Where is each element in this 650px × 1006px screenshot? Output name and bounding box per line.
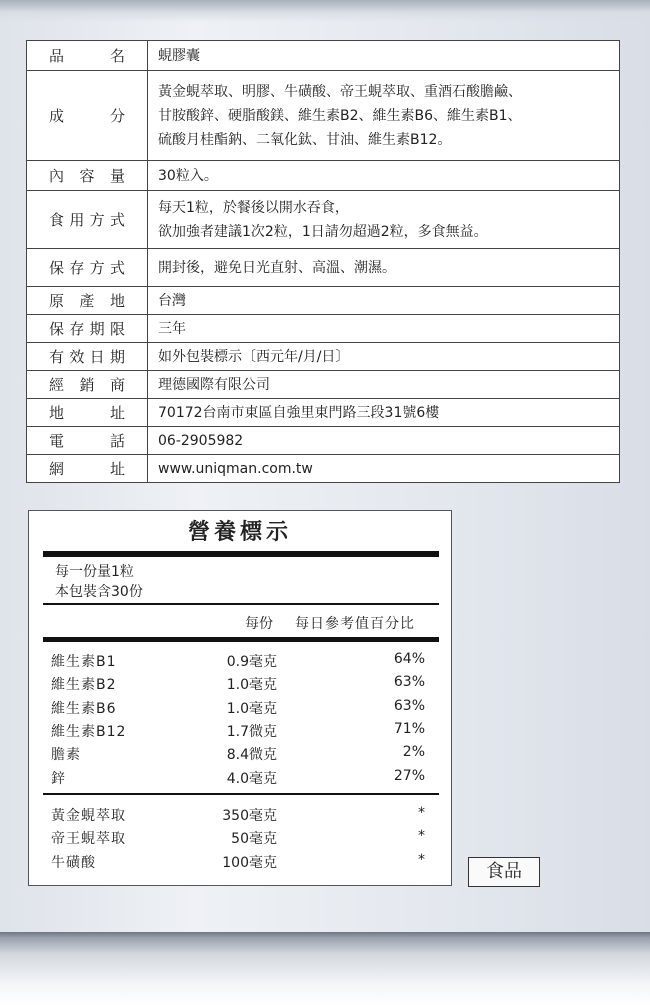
top-shadow: [0, 0, 650, 22]
spec-value-line: 每天1粒，於餐後以開水吞食，: [158, 199, 349, 216]
bottom-band: [0, 932, 650, 1006]
nutrient-row: [51, 721, 425, 743]
serving-size: 每一份量1粒: [55, 564, 134, 580]
nutrient-dv: *: [418, 828, 425, 845]
spec-value-line: 06-2905982: [158, 432, 244, 449]
nutrition-facts-panel: [28, 510, 452, 886]
nutrient-dv: 63%: [393, 697, 425, 714]
nutrient-name: 牛磺酸: [51, 854, 96, 871]
nutrient-name: 膽素: [51, 747, 81, 764]
spec-row: [27, 399, 620, 427]
spec-label: 地址: [27, 399, 148, 427]
spec-value-line: 30粒入。: [158, 167, 218, 184]
nutrient-name: 維生素B12: [51, 723, 127, 740]
nutrition-title: 營養標示: [187, 520, 292, 545]
spec-label: 內容量: [27, 161, 148, 191]
nutrient-dv: 27%: [393, 767, 425, 784]
nutrient-amount: 1.0毫克: [226, 700, 277, 717]
nutrient-amount: 4.0毫克: [226, 770, 277, 787]
spec-row: [27, 71, 620, 161]
nutrient-row: [51, 768, 425, 790]
nutrient-dv: 71%: [393, 720, 425, 737]
spec-label: 電話: [27, 427, 148, 455]
spec-value-line: 欲加強者建議1次2粒，1日請勿超過2粒，多食無益。: [158, 223, 488, 240]
spec-value-line: 甘胺酸鋅、硬脂酸鎂、維生素B2、維生素B6、維生素B1、: [158, 107, 522, 124]
divider-thick: [43, 551, 439, 557]
nutrient-row: [51, 852, 425, 874]
spec-label: 經銷商: [27, 371, 148, 399]
nutrient-name: 維生素B1: [51, 654, 117, 670]
nutrient-dv: *: [418, 805, 425, 821]
nutrient-row: [51, 674, 425, 696]
header-daily-value: 每日參考值百分比: [295, 616, 415, 632]
spec-value: [148, 161, 620, 191]
nutrient-name: 維生素B6: [51, 700, 117, 717]
food-label: 食品: [468, 857, 540, 887]
nutrient-amount: 0.9毫克: [226, 654, 277, 670]
nutrient-row: [51, 828, 425, 850]
spec-row: [27, 315, 620, 343]
spec-label: 品名: [27, 41, 148, 71]
nutrient-amount: 100毫克: [222, 854, 277, 871]
spec-value: [148, 287, 620, 315]
nutrient-name: 維生素B2: [51, 677, 117, 694]
product-spec-table: [26, 40, 620, 483]
spec-value-line: 開封後，避免日光直射、高溫、潮濕。: [158, 259, 396, 276]
spec-label: 食用方式: [27, 191, 148, 249]
spec-label: 原產地: [27, 287, 148, 315]
spec-value: [148, 371, 620, 399]
spec-label: 保存方式: [27, 249, 148, 287]
spec-value: [148, 343, 620, 371]
servings-per-pack: 本包裝含30份: [55, 584, 143, 600]
nutrient-amount: 8.4微克: [226, 747, 277, 764]
spec-value-line: 蜆膠囊: [158, 47, 200, 64]
spec-label: 網址: [27, 455, 148, 483]
nutrient-name: 黃金蜆萃取: [51, 808, 126, 824]
spec-value-line: 硫酸月桂酯鈉、二氧化鈦、甘油、維生素B12。: [158, 131, 452, 148]
spec-value: [148, 71, 620, 161]
spec-value: [148, 455, 620, 483]
nutrient-name: 鋅: [51, 770, 66, 787]
spec-value: [148, 427, 620, 455]
nutrient-dv: *: [418, 851, 425, 868]
spec-row: [27, 455, 620, 483]
spec-value-line: 三年: [158, 320, 186, 337]
nutrient-amount: 350毫克: [222, 808, 277, 824]
spec-value-line: 黃金蜆萃取、明膠、牛磺酸、帝王蜆萃取、重酒石酸膽鹼、: [158, 83, 522, 100]
spec-row: [27, 343, 620, 371]
nutrient-amount: 50毫克: [231, 831, 277, 848]
spec-value-line: 如外包裝標示〔西元年/月/日〕: [158, 348, 350, 365]
spec-value: [148, 399, 620, 427]
spec-row: [27, 287, 620, 315]
spec-row: [27, 427, 620, 455]
spec-row: [27, 249, 620, 287]
nutrient-dv: 63%: [393, 674, 425, 691]
nutrient-dv: 2%: [402, 744, 425, 761]
spec-value: [148, 191, 620, 249]
nutrient-row: [51, 744, 425, 766]
nutrient-amount: 1.0毫克: [226, 677, 277, 694]
nutrient-row: [51, 805, 425, 827]
spec-row: [27, 161, 620, 191]
nutrient-dv: 64%: [393, 651, 425, 667]
spec-value-line: 台灣: [158, 292, 186, 309]
spec-value: [148, 315, 620, 343]
spec-value-line: 70172台南市東區自強里東門路三段31號6樓: [158, 404, 440, 421]
spec-value: [148, 249, 620, 287]
nutrient-amount: 1.7微克: [226, 723, 277, 740]
spec-row: [27, 41, 620, 71]
spec-value-line: 理德國際有限公司: [158, 376, 270, 393]
divider-thin: [43, 603, 439, 605]
spec-value-line: www.uniqman.com.tw: [158, 460, 313, 477]
nutrient-row: [51, 651, 425, 673]
spec-row: [27, 191, 620, 249]
spec-row: [27, 371, 620, 399]
spec-label: 有效日期: [27, 343, 148, 371]
header-per-serving: 每份: [245, 616, 273, 632]
spec-value: [148, 41, 620, 71]
nutrient-row: [51, 698, 425, 720]
spec-label: 保存期限: [27, 315, 148, 343]
divider-thick: [43, 637, 439, 642]
divider-thin: [43, 793, 439, 795]
spec-label: 成分: [27, 71, 148, 161]
nutrient-name: 帝王蜆萃取: [51, 831, 126, 848]
